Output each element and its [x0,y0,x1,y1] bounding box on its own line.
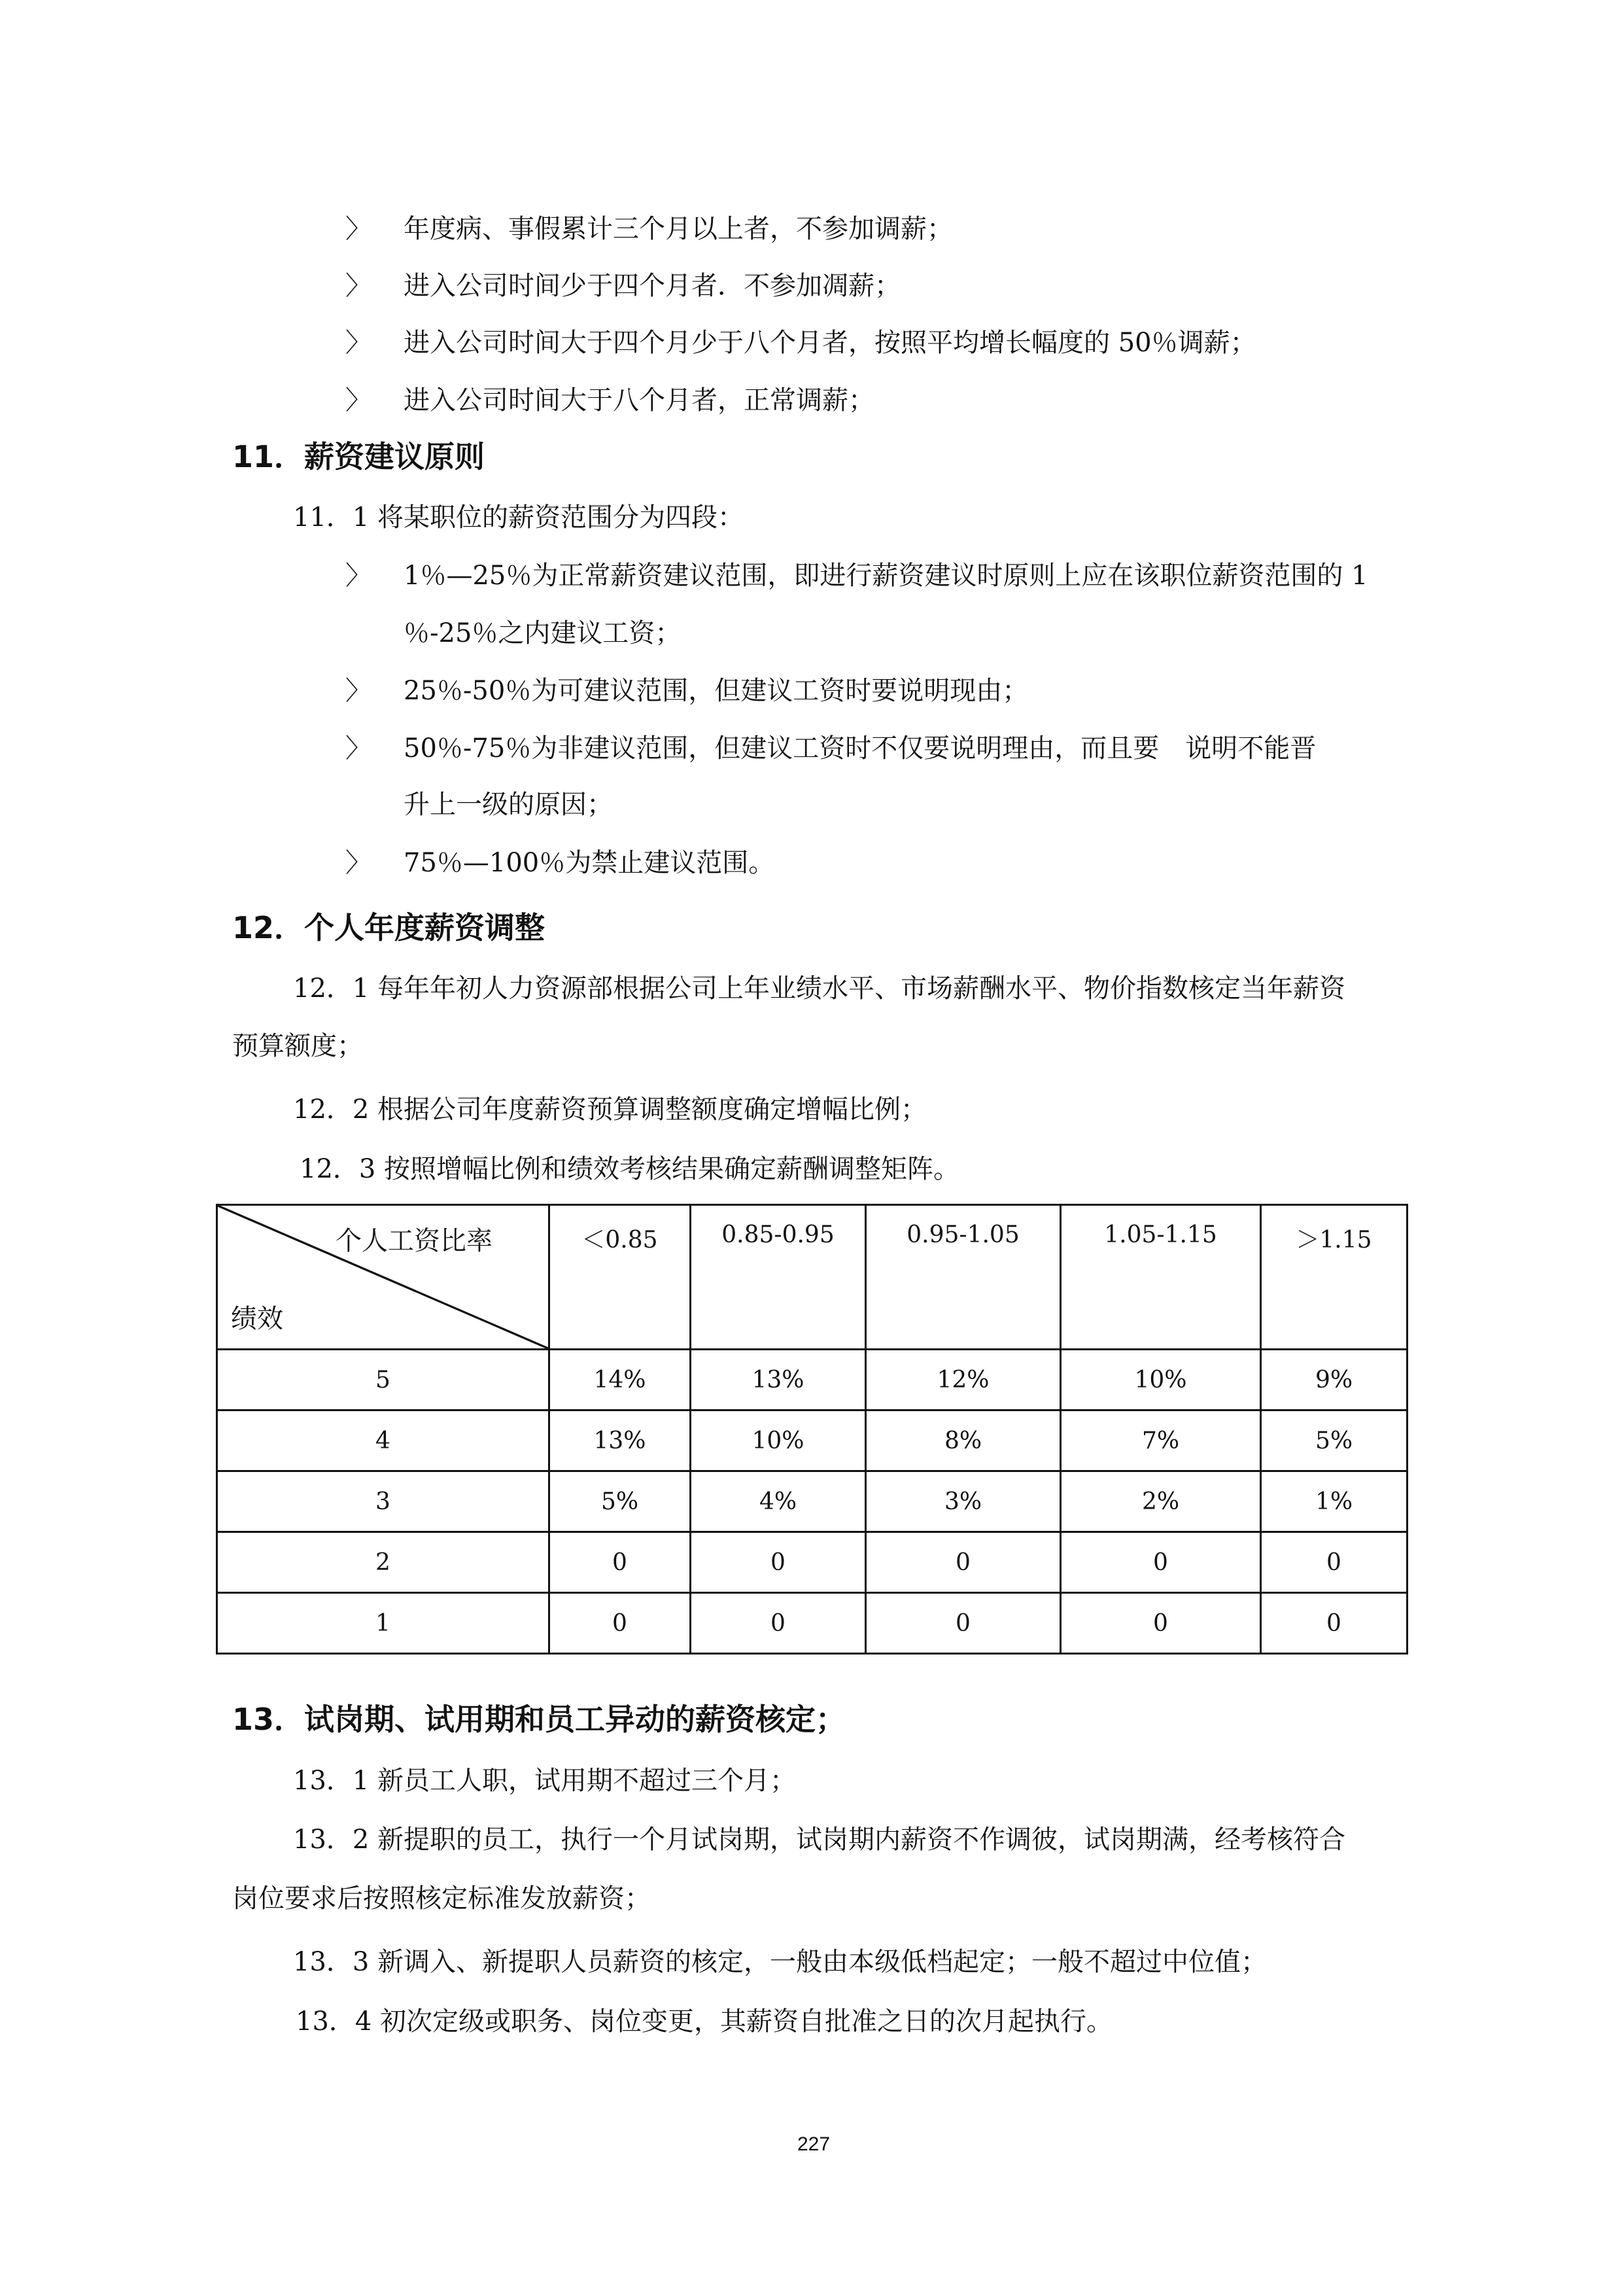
table-cell: 0 [1061,1532,1261,1593]
table-cell: 2% [1061,1471,1261,1532]
list-item: 50％-75％为非建议范围，但建议工资时不仅要说明理由，而且要 说明不能晋 [404,733,1317,763]
list-item: 进入公司时间大于八个月者，正常调薪； [404,385,874,415]
bullet-icon: 〉 [345,214,371,244]
table-cell: 0 [866,1532,1061,1593]
list-item: 年度病、事假累计三个月以上者，不参加调薪； [404,214,953,244]
table-cell: 7% [1061,1410,1261,1471]
bullet-icon: 〉 [345,733,371,763]
column-header: ＜0.85 [549,1205,691,1350]
table-cell: 0 [549,1532,691,1593]
list-item: 1％—25％为正常薪资建议范围，即进行薪资建议时原则上应在该职位薪资范围的 1 [404,561,1368,591]
table-cell: 0 [1261,1593,1408,1654]
page-number: 227 [797,2133,831,2155]
column-header: ＞1.15 [1261,1205,1408,1350]
section-13-heading: 13．试岗期、试用期和员工异动的薪资核定； [232,1702,846,1737]
row-grade: 4 [217,1410,549,1471]
paragraph-continuation: 预算额度； [232,1031,363,1061]
list-item: 75％—100％为禁止建议范围。 [404,848,775,878]
salary-adjustment-matrix [216,1204,1408,1655]
table-row [217,1471,1408,1532]
row-grade: 3 [217,1471,549,1532]
paragraph: 12．2 根据公司年度薪资预算调整额度确定增幅比例； [293,1095,927,1125]
table-cell: 4% [691,1471,866,1532]
paragraph: 13．4 初次定级或职务、岗位变更，其薪资自批准之日的次月起执行。 [296,2006,1113,2037]
table-cell: 14% [549,1350,691,1410]
row-grade: 1 [217,1593,549,1654]
table-row [217,1593,1408,1654]
bullet-icon: 〉 [345,676,371,706]
bullet-icon: 〉 [345,848,371,878]
table-cell: 12% [866,1350,1061,1410]
paragraph: 11．1 将某职位的薪资范围分为四段： [293,502,744,533]
table-cell: 0 [866,1593,1061,1654]
table-cell: 13% [549,1410,691,1471]
table-row [217,1532,1408,1593]
paragraph: 12．1 每年年初人力资源部根据公司上年业绩水平、市场薪酬水平、物价指数核定当年薪资 [293,973,1346,1004]
bullet-icon: 〉 [345,385,371,415]
row-grade: 2 [217,1532,549,1593]
table-cell: 0 [1061,1593,1261,1654]
bullet-icon: 〉 [345,271,371,301]
table-cell: 13% [691,1350,866,1410]
matrix-corner-cell [217,1205,549,1350]
paragraph: 13．2 新提职的员工，执行一个月试岗期，试岗期内薪资不作调彼，试岗期满，经考核符合 [293,1825,1346,1855]
table-cell: 0 [1261,1532,1408,1593]
section-12-heading: 12．个人年度薪资调整 [232,910,545,945]
corner-header-ratio: 个人工资比率 [336,1226,492,1256]
paragraph: 13．1 新员工人职，试用期不超过三个月； [293,1766,797,1796]
table-cell: 8% [866,1410,1061,1471]
paragraph: 12．3 按照增幅比例和绩效考核结果确定薪酬调整矩阵。 [300,1154,960,1184]
section-11-heading: 11．薪资建议原则 [232,439,485,474]
table-row [217,1350,1408,1410]
table-cell: 5% [1261,1410,1408,1471]
table-cell: 0 [691,1593,866,1654]
table-cell: 9% [1261,1350,1408,1410]
table-row [217,1410,1408,1471]
bullet-icon: 〉 [345,561,371,591]
paragraph-continuation: 岗位要求后按照核定标准发放薪资； [232,1883,651,1914]
column-header: 1.05-1.15 [1061,1205,1261,1350]
paragraph: 13．3 新调入、新提职人员薪资的核定，一般由本级低档起定；一般不超过中位值； [293,1947,1268,1977]
list-item: 进入公司时间大于四个月少于八个月者，按照平均增长幅度的 50％调薪； [404,328,1256,358]
table-cell: 3% [866,1471,1061,1532]
list-item-continuation: 升上一级的原因； [404,790,613,820]
table-cell: 5% [549,1471,691,1532]
column-header: 0.85-0.95 [691,1205,866,1350]
corner-header-performance: 绩效 [231,1304,283,1334]
table-cell: 0 [691,1532,866,1593]
column-header: 0.95-1.05 [866,1205,1061,1350]
list-item: 进入公司时间少于四个月者．不参加凋薪； [404,271,901,301]
row-grade: 5 [217,1350,549,1410]
table-cell: 1% [1261,1471,1408,1532]
table-cell: 0 [549,1593,691,1654]
list-item: 25％-50％为可建议范围，但建议工资时要说明现由； [404,676,1029,706]
bullet-icon: 〉 [345,328,371,358]
table-cell: 10% [691,1410,866,1471]
list-item-continuation: ％-25％之内建议工资； [404,618,682,648]
table-cell: 10% [1061,1350,1261,1410]
